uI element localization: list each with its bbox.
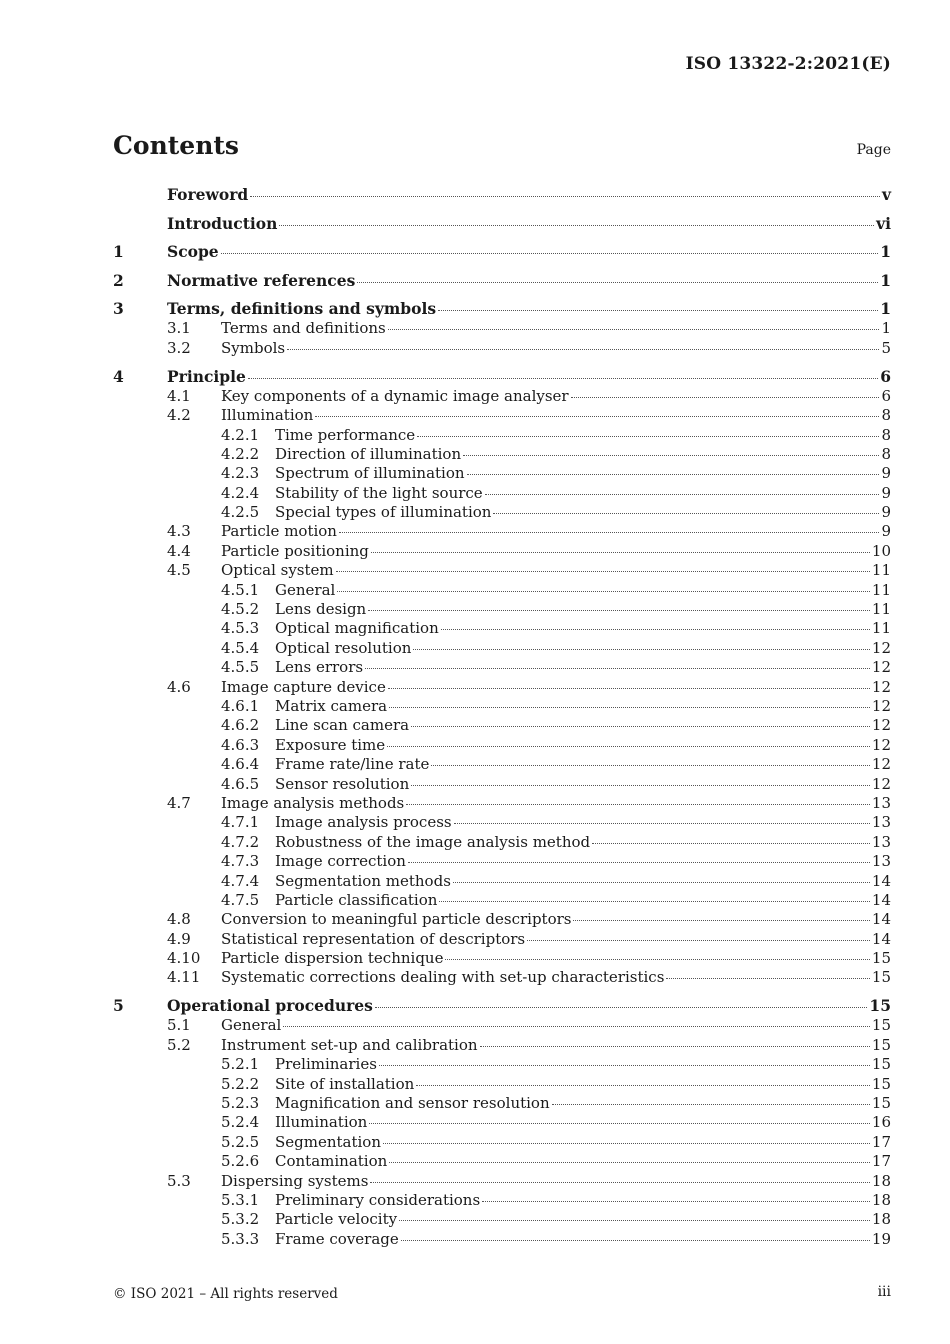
toc-leader-dots (413, 648, 870, 650)
toc-entry-title: Particle classification (275, 890, 438, 909)
toc-entry-number: 4.5 (167, 561, 191, 580)
toc-entry[interactable] (113, 891, 891, 910)
toc-entry-page: 10 (871, 541, 891, 560)
toc-entry-title: Particle positioning (221, 541, 369, 560)
toc-entry[interactable] (113, 697, 891, 716)
toc-entry-page: 12 (871, 658, 891, 677)
toc-leader-dots (387, 745, 870, 747)
toc-leader-dots (439, 900, 870, 902)
toc-entry[interactable] (113, 600, 891, 619)
toc-entry-number: 4.2.5 (221, 503, 260, 522)
toc-entry[interactable] (113, 185, 891, 205)
toc-entry-number: 4.9 (167, 929, 191, 948)
toc-entry-number: 4.6 (167, 677, 191, 696)
toc-leader-dots (389, 1161, 870, 1163)
toc-entry-number: 5.2.3 (221, 1094, 260, 1113)
toc-entry[interactable] (113, 852, 891, 871)
toc-entry[interactable] (113, 299, 891, 319)
toc-leader-dots (416, 1084, 870, 1086)
toc-leader-dots (357, 281, 878, 283)
toc-entry-title: Time performance (275, 425, 416, 444)
page-number: iii (877, 1284, 891, 1300)
document-id: ISO 13322-2:2021(E) (685, 54, 891, 74)
toc-entry[interactable] (113, 1016, 891, 1035)
toc-entry-number: 4.2.4 (221, 483, 260, 502)
toc-entry-page: 11 (871, 580, 891, 599)
toc-entry-number: 4.7.3 (221, 852, 260, 871)
toc-entry[interactable] (113, 930, 891, 949)
toc-entry[interactable] (113, 794, 891, 813)
toc-entry-page: 8 (881, 425, 891, 444)
toc-leader-dots (666, 977, 870, 979)
toc-leader-dots (379, 1064, 870, 1066)
toc-entry[interactable] (113, 581, 891, 600)
toc-entry-page: 16 (871, 1113, 891, 1132)
toc-entry-title: Principle (167, 366, 246, 386)
toc-entry[interactable] (113, 339, 891, 358)
toc-leader-dots (485, 493, 880, 495)
toc-leader-dots (388, 687, 870, 689)
toc-entry-title: Image analysis process (275, 813, 452, 832)
toc-leader-dots (438, 309, 878, 311)
toc-leader-dots (365, 667, 870, 669)
toc-entry[interactable] (113, 755, 891, 774)
toc-entry-number: 4.5.1 (221, 580, 260, 599)
toc-leader-dots (493, 512, 879, 514)
toc-entry-number: 4.1 (167, 386, 191, 405)
toc-entry-page: 9 (881, 503, 891, 522)
toc-entry-title: Statistical representation of descriptors (221, 929, 526, 948)
toc-entry-title: Normative references (167, 270, 356, 290)
toc-leader-dots (388, 328, 880, 330)
toc-entry-title: Contamination (275, 1152, 388, 1171)
toc-entry-number: 2 (113, 270, 124, 290)
toc-entry-number: 4.7.2 (221, 832, 260, 851)
toc-entry[interactable] (113, 319, 891, 338)
toc-entry[interactable] (113, 426, 891, 445)
toc-entry-title: Special types of illumination (275, 503, 492, 522)
toc-entry-page: 6 (880, 366, 891, 386)
toc-entry-title: Lens errors (275, 658, 364, 677)
toc-entry-title: Image capture device (221, 677, 386, 696)
toc-entry[interactable] (113, 1210, 891, 1229)
toc-entry-title: Site of installation (275, 1074, 415, 1093)
toc-leader-dots (337, 590, 870, 592)
toc-entry-page: 18 (871, 1210, 891, 1229)
toc-entry-title: Illumination (275, 1113, 368, 1132)
toc-entry-page: 1 (880, 299, 891, 319)
toc-leader-dots (369, 1122, 870, 1124)
toc-entry-number: 5.2 (167, 1035, 191, 1054)
toc-leader-dots (315, 415, 879, 417)
toc-entry-page: 15 (871, 1016, 891, 1035)
toc-entry-page: 14 (871, 910, 891, 929)
toc-entry[interactable] (113, 387, 891, 406)
toc-leader-dots (482, 1200, 870, 1202)
toc-leader-dots (463, 454, 879, 456)
toc-entry-title: Systematic corrections dealing with set-up characteristics (221, 968, 665, 987)
toc-leader-dots (408, 861, 870, 863)
toc-entry[interactable] (113, 242, 891, 262)
toc-entry-number: 4.2.1 (221, 425, 260, 444)
toc-entry-title: Symbols (221, 338, 286, 357)
toc-entry[interactable] (113, 949, 891, 968)
toc-entry-title: Exposure time (275, 735, 386, 754)
toc-leader-dots (383, 1142, 870, 1144)
toc-entry-number: 4.6.3 (221, 735, 260, 754)
toc-entry[interactable] (113, 775, 891, 794)
toc-entry[interactable] (113, 1055, 891, 1074)
toc-entry-title: Instrument set-up and calibration (221, 1035, 478, 1054)
toc-leader-dots (480, 1045, 870, 1047)
toc-entry-page: 6 (881, 386, 891, 405)
toc-entry[interactable] (113, 813, 891, 832)
toc-entry-page: 5 (881, 338, 891, 357)
toc-entry-page: 9 (881, 464, 891, 483)
toc-entry-page: 11 (871, 561, 891, 580)
toc-entry-number: 4.7 (167, 793, 191, 812)
toc-entry-number: 5 (113, 996, 124, 1016)
toc-entry-page: 9 (881, 522, 891, 541)
toc-leader-dots (336, 570, 870, 572)
toc-leader-dots (454, 822, 870, 824)
table-of-contents (113, 185, 891, 1249)
toc-entry[interactable] (113, 968, 891, 987)
toc-entry-number: 5.2.4 (221, 1113, 260, 1132)
toc-entry-number: 5.3.1 (221, 1190, 260, 1209)
toc-entry-title: Dispersing systems (221, 1171, 369, 1190)
toc-entry-number: 4.2 (167, 406, 191, 425)
toc-entry-number: 5.3.3 (221, 1229, 260, 1248)
toc-entry-number: 4.8 (167, 910, 191, 929)
toc-entry[interactable] (113, 214, 891, 234)
toc-entry-page: 14 (871, 890, 891, 909)
toc-entry-number: 5.2.5 (221, 1132, 260, 1151)
toc-entry-title: Image correction (275, 852, 406, 871)
toc-entry-number: 5.3.2 (221, 1210, 260, 1229)
toc-entry-number: 3.2 (167, 338, 191, 357)
toc-entry-page: 13 (871, 852, 891, 871)
toc-entry-number: 4.3 (167, 522, 191, 541)
toc-entry-page: vi (876, 213, 891, 233)
toc-entry[interactable] (113, 736, 891, 755)
toc-entry-title: Preliminary considerations (275, 1190, 481, 1209)
toc-entry[interactable] (113, 619, 891, 638)
toc-entry[interactable] (113, 445, 891, 464)
toc-leader-dots (445, 958, 869, 960)
toc-entry[interactable] (113, 1172, 891, 1191)
toc-entry-title: Terms, definitions and symbols (167, 299, 437, 319)
toc-entry-number: 4.7.1 (221, 813, 260, 832)
toc-entry-page: 8 (881, 444, 891, 463)
toc-entry-page: 13 (871, 793, 891, 812)
toc-entry-number: 4.4 (167, 541, 191, 560)
toc-entry-title: Introduction (167, 213, 278, 233)
toc-entry-title: Frame rate/line rate (275, 755, 430, 774)
toc-leader-dots (431, 764, 870, 766)
toc-entry-title: Particle velocity (275, 1210, 398, 1229)
toc-entry[interactable] (113, 639, 891, 658)
toc-entry-title: Illumination (221, 406, 314, 425)
toc-leader-dots (573, 919, 869, 921)
toc-entry-page: v (881, 185, 891, 204)
toc-entry-title: Sensor resolution (275, 774, 410, 793)
toc-entry-number: 4.5.3 (221, 619, 260, 638)
toc-leader-dots (453, 881, 870, 883)
toc-entry-title: General (275, 580, 336, 599)
toc-entry[interactable] (113, 716, 891, 735)
toc-entry-page: 12 (871, 697, 891, 715)
toc-leader-dots (401, 1239, 870, 1241)
toc-leader-dots (370, 1181, 870, 1183)
toc-entry[interactable] (113, 406, 891, 425)
toc-entry-page: 15 (869, 996, 891, 1016)
toc-leader-dots (417, 435, 879, 437)
toc-entry-page: 15 (871, 968, 891, 987)
toc-entry[interactable] (113, 678, 891, 697)
toc-entry-title: General (221, 1016, 282, 1035)
page-column-label: Page (856, 142, 891, 158)
toc-entry-title: Robustness of the image analysis method (275, 832, 591, 851)
toc-entry-title: Preliminaries (275, 1055, 377, 1074)
toc-leader-dots (339, 531, 879, 533)
toc-entry-page: 17 (871, 1132, 891, 1151)
toc-entry[interactable] (113, 996, 891, 1016)
toc-entry-number: 5.2.1 (221, 1055, 260, 1074)
toc-entry-title: Conversion to meaningful particle descriptors (221, 910, 572, 929)
toc-entry-page: 13 (871, 813, 891, 832)
toc-entry-title: Matrix camera (275, 697, 388, 715)
toc-leader-dots (389, 706, 870, 708)
toc-entry-page: 12 (871, 774, 891, 793)
toc-leader-dots (250, 195, 880, 197)
toc-entry-page: 8 (881, 406, 891, 425)
toc-entry[interactable] (113, 484, 891, 503)
toc-entry-page: 1 (881, 319, 891, 338)
toc-entry-title: Segmentation (275, 1132, 382, 1151)
toc-entry-page: 12 (871, 716, 891, 735)
toc-entry-title: Particle motion (221, 522, 337, 541)
toc-entry-title: Magnification and sensor resolution (275, 1094, 550, 1113)
toc-entry[interactable] (113, 833, 891, 852)
toc-entry-number: 4.5.5 (221, 658, 260, 677)
toc-leader-dots (399, 1219, 870, 1221)
toc-entry-number: 5.1 (167, 1016, 191, 1035)
toc-entry-page: 14 (871, 871, 891, 890)
page-title: Contents (113, 131, 240, 160)
toc-entry-title: Optical resolution (275, 638, 412, 657)
toc-entry-title: Particle dispersion technique (221, 949, 444, 968)
toc-entry-page: 1 (880, 270, 891, 290)
toc-leader-dots (441, 628, 870, 630)
toc-entry-page: 18 (871, 1171, 891, 1190)
toc-entry[interactable] (113, 658, 891, 677)
toc-entry[interactable] (113, 503, 891, 522)
toc-entry-number: 4.6.1 (221, 697, 260, 715)
toc-entry-title: Direction of illumination (275, 444, 462, 463)
toc-entry-number: 4.5.4 (221, 638, 260, 657)
toc-entry-number: 4.2.2 (221, 444, 260, 463)
toc-entry-page: 14 (871, 929, 891, 948)
toc-entry[interactable] (113, 367, 891, 387)
toc-entry-page: 12 (871, 638, 891, 657)
toc-entry-number: 4.10 (167, 949, 201, 968)
toc-entry-title: Operational procedures (167, 996, 373, 1016)
toc-entry-number: 3.1 (167, 319, 191, 338)
toc-entry-number: 3 (113, 299, 124, 319)
toc-leader-dots (406, 803, 870, 805)
toc-leader-dots (552, 1103, 870, 1105)
toc-entry-title: Stability of the light source (275, 483, 483, 502)
toc-leader-dots (371, 551, 870, 553)
toc-entry[interactable] (113, 542, 891, 561)
toc-leader-dots (411, 725, 870, 727)
toc-entry-page: 1 (880, 242, 891, 262)
toc-entry-number: 5.2.6 (221, 1152, 260, 1171)
toc-entry[interactable] (113, 910, 891, 929)
toc-entry-title: Optical system (221, 561, 334, 580)
toc-entry-number: 4.7.4 (221, 871, 260, 890)
toc-leader-dots (279, 224, 874, 226)
copyright-notice: © ISO 2021 – All rights reserved (113, 1286, 338, 1302)
toc-entry-page: 19 (871, 1229, 891, 1248)
toc-entry-page: 15 (871, 1074, 891, 1093)
toc-entry[interactable] (113, 522, 891, 541)
toc-entry-page: 12 (871, 755, 891, 774)
toc-leader-dots (287, 348, 879, 350)
toc-entry[interactable] (113, 464, 891, 483)
toc-entry-title: Line scan camera (275, 716, 410, 735)
toc-entry[interactable] (113, 271, 891, 291)
toc-entry-page: 12 (871, 735, 891, 754)
toc-entry[interactable] (113, 1036, 891, 1055)
toc-entry-number: 1 (113, 242, 124, 262)
toc-leader-dots (411, 784, 870, 786)
toc-entry-number: 4.7.5 (221, 890, 260, 909)
toc-leader-dots (248, 377, 878, 379)
toc-entry-number: 5.3 (167, 1171, 191, 1190)
toc-leader-dots (375, 1006, 868, 1008)
toc-entry-title: Optical magnification (275, 619, 439, 638)
toc-leader-dots (467, 473, 880, 475)
toc-entry-page: 12 (871, 677, 891, 696)
toc-entry-title: Lens design (275, 600, 367, 619)
toc-entry[interactable] (113, 1075, 891, 1094)
toc-leader-dots (571, 396, 880, 398)
toc-entry[interactable] (113, 1113, 891, 1132)
toc-entry[interactable] (113, 872, 891, 891)
toc-entry-title: Terms and definitions (221, 319, 386, 338)
toc-entry-page: 17 (871, 1152, 891, 1171)
toc-entry-page: 15 (871, 1094, 891, 1113)
toc-entry-title: Key components of a dynamic image analyser (221, 386, 569, 405)
toc-entry[interactable] (113, 1094, 891, 1113)
toc-entry-title: Frame coverage (275, 1229, 399, 1248)
toc-entry-page: 15 (871, 1035, 891, 1054)
toc-leader-dots (368, 609, 870, 611)
toc-entry-page: 11 (871, 619, 891, 638)
toc-entry-page: 18 (871, 1190, 891, 1209)
toc-entry-number: 4.6.4 (221, 755, 260, 774)
toc-entry-page: 11 (871, 600, 891, 619)
toc-entry-number: 4.5.2 (221, 600, 260, 619)
toc-entry-page: 9 (881, 483, 891, 502)
toc-entry[interactable] (113, 1191, 891, 1210)
toc-entry-number: 4.6.5 (221, 774, 260, 793)
toc-entry-title: Scope (167, 242, 219, 262)
toc-entry-page: 15 (871, 1055, 891, 1074)
toc-entry[interactable] (113, 1133, 891, 1152)
toc-entry-page: 13 (871, 832, 891, 851)
toc-entry[interactable] (113, 1230, 891, 1249)
toc-leader-dots (283, 1025, 870, 1027)
toc-entry-number: 4.2.3 (221, 464, 260, 483)
toc-entry[interactable] (113, 1152, 891, 1171)
toc-entry-title: Foreword (167, 185, 249, 204)
toc-entry-number: 4.6.2 (221, 716, 260, 735)
toc-leader-dots (592, 842, 870, 844)
toc-entry[interactable] (113, 561, 891, 580)
toc-entry-page: 15 (871, 949, 891, 968)
toc-leader-dots (221, 252, 879, 254)
toc-entry-number: 4.11 (167, 968, 201, 987)
toc-entry-title: Image analysis methods (221, 793, 405, 812)
toc-leader-dots (527, 939, 870, 941)
toc-entry-number: 4 (113, 366, 124, 386)
toc-entry-number: 5.2.2 (221, 1074, 260, 1093)
toc-entry-title: Spectrum of illumination (275, 464, 465, 483)
toc-entry-title: Segmentation methods (275, 871, 451, 890)
